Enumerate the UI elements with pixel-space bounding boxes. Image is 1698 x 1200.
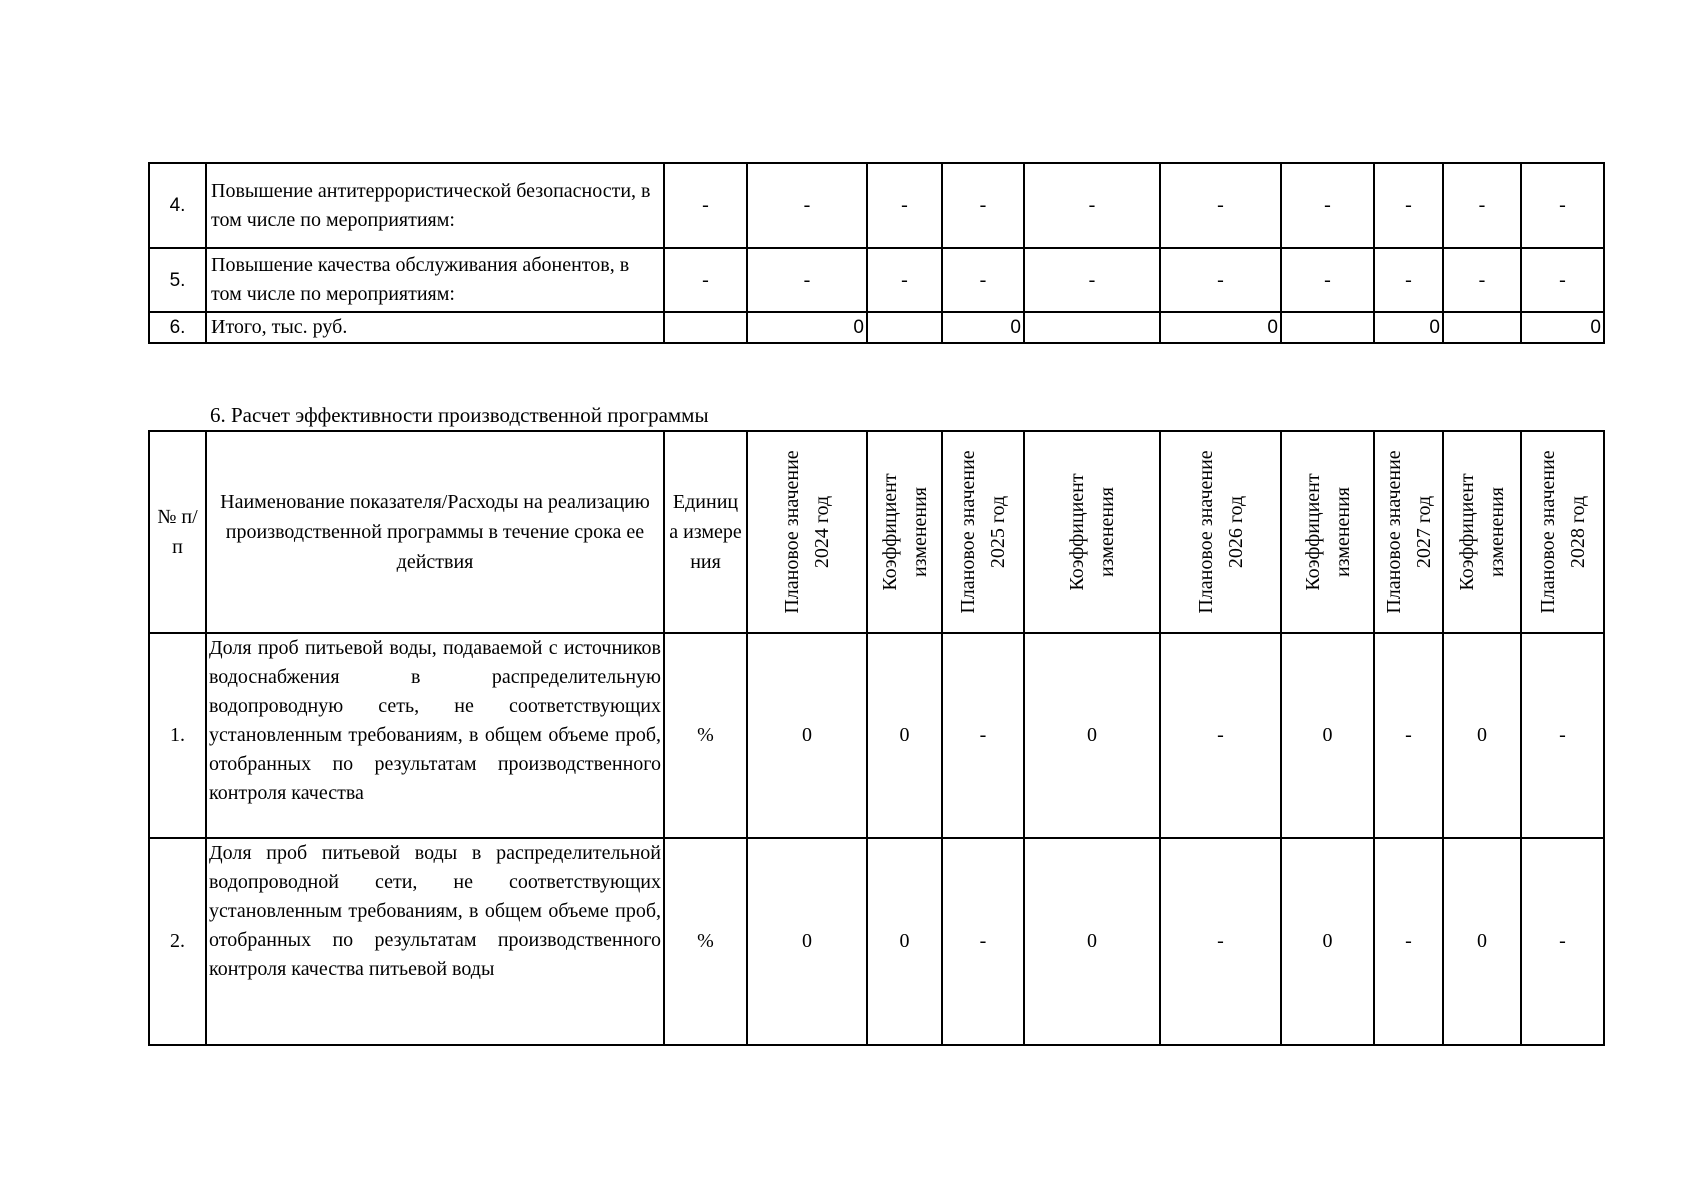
efficiency-table bbox=[148, 430, 1605, 1046]
table-cell: - bbox=[1521, 248, 1604, 312]
table-cell: 0 bbox=[1024, 838, 1160, 1045]
row-number: 4. bbox=[149, 163, 206, 248]
table-cell bbox=[1281, 312, 1374, 343]
table-cell: 0 bbox=[1521, 312, 1604, 343]
row-name: Доля проб питьевой воды, подаваемой с источников водоснабжения в распределительную водопроводную сеть, не соответствующих установленным требованиям, в общем объеме проб, отобранных по результатам производственного контроля качества bbox=[206, 633, 664, 838]
table-row-total bbox=[149, 312, 1604, 343]
table-cell: - bbox=[1443, 248, 1521, 312]
row-name: Доля проб питьевой воды в распределительной водопроводной сети, не соответствующих установленным требованиям, в общем объеме проб, отобранных по результатам производственного контроля качества питьевой воды bbox=[206, 838, 664, 1045]
table-row bbox=[149, 163, 1604, 248]
table-cell: - bbox=[1521, 838, 1604, 1045]
table-cell: - bbox=[1160, 248, 1281, 312]
table-cell bbox=[1024, 312, 1160, 343]
expenses-table bbox=[148, 162, 1605, 344]
header-name: Наименование показателя/Расходы на реализацию производственной программы в течение срока ее действия bbox=[206, 431, 664, 633]
table-cell: - bbox=[1443, 163, 1521, 248]
table-cell: - bbox=[867, 248, 942, 312]
table-cell: - bbox=[1024, 163, 1160, 248]
table-cell: - bbox=[747, 163, 867, 248]
header-plan-2024: Плановое значение 2024 год bbox=[747, 431, 867, 633]
table-cell: 0 bbox=[747, 838, 867, 1045]
table-cell bbox=[664, 312, 747, 343]
table-cell: 0 bbox=[1281, 633, 1374, 838]
table-cell: - bbox=[1374, 838, 1443, 1045]
table-cell: 0 bbox=[747, 633, 867, 838]
table-cell: - bbox=[1281, 163, 1374, 248]
row-name: Повышение качества обслуживания абонентов, в том числе по мероприятиям: bbox=[206, 248, 664, 312]
row-unit: % bbox=[664, 633, 747, 838]
table-cell: - bbox=[664, 248, 747, 312]
section-title: 6. Расчет эффективности производственной программы bbox=[210, 403, 709, 427]
table-cell: 0 bbox=[1024, 633, 1160, 838]
table-cell: 0 bbox=[867, 838, 942, 1045]
table-cell: 0 bbox=[942, 312, 1024, 343]
header-plan-2026: Плановое значение 2026 год bbox=[1160, 431, 1281, 633]
header-plan-2028: Плановое значение 2028 год bbox=[1521, 431, 1604, 633]
row-number: 2. bbox=[149, 838, 206, 1045]
table-cell: 0 bbox=[1443, 633, 1521, 838]
table-cell: - bbox=[747, 248, 867, 312]
table-cell: 0 bbox=[1443, 838, 1521, 1045]
table-cell bbox=[867, 312, 942, 343]
table-cell: - bbox=[942, 633, 1024, 838]
table-cell: - bbox=[1374, 248, 1443, 312]
table-cell: 0 bbox=[867, 633, 942, 838]
row-number: 1. bbox=[149, 633, 206, 838]
row-unit: % bbox=[664, 838, 747, 1045]
table-header-row bbox=[149, 431, 1604, 633]
row-number: 6. bbox=[149, 312, 206, 343]
table-cell: - bbox=[664, 163, 747, 248]
table-cell: - bbox=[1160, 838, 1281, 1045]
header-unit: Единица измерения bbox=[664, 431, 747, 633]
table-row bbox=[149, 633, 1604, 838]
table-cell bbox=[1443, 312, 1521, 343]
header-coef-1: Коэффициент изменения bbox=[867, 431, 942, 633]
row-name: Повышение антитеррористической безопасности, в том числе по мероприятиям: bbox=[206, 163, 664, 248]
header-coef-4: Коэффициент изменения bbox=[1443, 431, 1521, 633]
table-cell: - bbox=[942, 163, 1024, 248]
table-cell: - bbox=[1024, 248, 1160, 312]
table-cell: - bbox=[1521, 163, 1604, 248]
table-cell: - bbox=[1281, 248, 1374, 312]
table-cell: - bbox=[1374, 163, 1443, 248]
header-plan-2027: Плановое значение 2027 год bbox=[1374, 431, 1443, 633]
table-cell: - bbox=[867, 163, 942, 248]
table-cell: - bbox=[1160, 163, 1281, 248]
table-cell: 0 bbox=[1160, 312, 1281, 343]
table-row bbox=[149, 248, 1604, 312]
table-cell: - bbox=[1374, 633, 1443, 838]
header-coef-3: Коэффициент изменения bbox=[1281, 431, 1374, 633]
header-num: № п/п bbox=[149, 431, 206, 633]
table-cell: 0 bbox=[747, 312, 867, 343]
header-plan-2025: Плановое значение 2025 год bbox=[942, 431, 1024, 633]
row-name: Итого, тыс. руб. bbox=[206, 312, 664, 343]
table-cell: 0 bbox=[1281, 838, 1374, 1045]
header-coef-2: Коэффициент изменения bbox=[1024, 431, 1160, 633]
row-number: 5. bbox=[149, 248, 206, 312]
table-cell: - bbox=[1521, 633, 1604, 838]
table-cell: - bbox=[942, 248, 1024, 312]
table-cell: - bbox=[1160, 633, 1281, 838]
table-cell: - bbox=[942, 838, 1024, 1045]
table-row bbox=[149, 838, 1604, 1045]
table-cell: 0 bbox=[1374, 312, 1443, 343]
